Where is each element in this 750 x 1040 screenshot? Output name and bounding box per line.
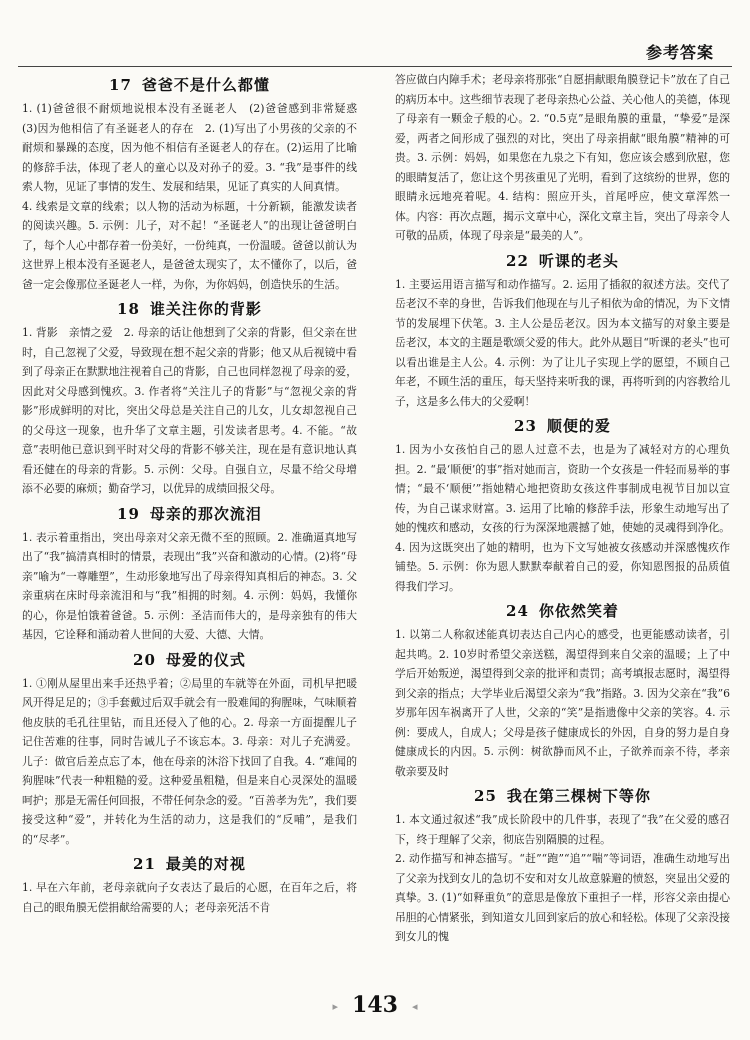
answer-paragraph: 1. 以第二人称叙述能真切表达自己内心的感受，也更能感动读者，引起共鸣。2. 10岁时希望父亲送糕，渴望得到来自父亲的温暖；上了中学后开始叛逆，渴望得到父亲的批评和责罚；高考填报志愿时，渴望得到父亲的指点；大学毕业后渴望父亲为“我”指路。3. 因为父亲在“我”6岁那年因车祸离开了人世，父亲的“笑”是指遗像中父亲的笑容。4. 示例：要成人，自成人；父母是孩子健康成长的外因，自身的努力是自身健康成长的内因。5. 示例：树欲静而风不止，子欲养而亲不待，孝亲敬亲要及时	[395, 628, 730, 778]
section-body	[22, 674, 357, 850]
section-title	[395, 250, 730, 271]
decorative-dot-icon: ▸	[332, 999, 339, 1013]
section-title	[22, 853, 357, 874]
left-column	[22, 70, 368, 919]
answer-paragraph: 1. 因为小女孩怕自己的恩人过意不去，也是为了减轻对方的心理负担。2. “最‘顺便’的事”指对她而言，资助一个女孩是一件轻而易举的事情；“最不‘顺便’”指她精心地把资助女孩这件事制成电视节目加以宣传，为自己谋求财富。3. 运用了比喻的修辞手法，形象生动地写出了她的愧疚和感动，女孩的行为深深地震撼了她，使她的灵魂得到净化。4. 因为这既突出了她的精明，也为下文写她被女孩感动并深感愧疚作铺垫。5. 示例：你为恩人默默奉献着自己的爱，你知恩图报的品质值得我们学习。	[395, 443, 730, 593]
answer-paragraph: 1. 早在六年前，老母亲就向子女表达了最后的心愿，在百年之后，将自己的眼角膜无偿捐献给需要的人；老母亲死活不肯	[22, 881, 357, 914]
answer-paragraph: 1. 本文通过叙述“我”成长阶段中的几件事，表现了“我”在父爱的感召下，终于理解了父亲，彻底告别隔膜的过程。	[395, 813, 730, 846]
right-column	[395, 70, 730, 949]
section-number: 25	[474, 787, 497, 805]
section-title	[22, 503, 357, 524]
answer-paragraph: 1. 主要运用语言描写和动作描写。2. 运用了插叙的叙述方法。交代了岳老汉不幸的身世，告诉我们他现在与儿子相依为命的情况，为下文情节的发展埋下伏笔。3. 主人公是岳老汉。因为本文描写的对象主要是岳老汉，本文的主题是歌颂父爱的伟大。此外从题目“听课的老头”也可以看出谁是主人公。4. 示例：为了让儿子实现上学的愿望，不顾自己年老，不顾生活的重压，每天坚持来听我的课，再将听到的内容教给儿子，这是多么伟大的父爱啊！	[395, 277, 730, 408]
section-number: 21	[133, 855, 156, 873]
section-heading: 爸爸不是什么都懂	[141, 76, 270, 94]
section-body	[395, 440, 730, 596]
section-number: 20	[133, 650, 156, 669]
section-heading: 最美的对视	[165, 855, 246, 873]
section-heading: 母亲的那次流泪	[149, 504, 262, 523]
answer-paragraph: 1. (1)爸爸很不耐烦地说根本没有圣诞老人 (2)爸爸感到非常疑惑 (3)因为他相信了有圣诞老人的存在 2. (1)写出了小男孩的父亲的不耐烦和暴躁的态度，因为他不相信有圣诞老人的存在。(2)运用了比喻的修辞手法，体现了老人的童心以及对孙子的爱。3. “我”是事件的线索人物，见证了事情的发生、发展和结果，见证了真实的人间真情。	[22, 102, 368, 193]
section-title	[22, 74, 357, 95]
section-heading: 我在第三棵树下等你	[506, 787, 651, 805]
decorative-dot-icon: ◂	[411, 999, 418, 1013]
answer-paragraph: 2. 动作描写和神态描写。“赶”“跑”“追”“喘”等词语，准确生动地写出了父亲为找到女儿的急切不安和对女儿故意躲避的愤怒，突显出父爱的真挚。3. (1)“如释重负”的意思是像放下重担子一样，形容父亲由提心吊胆的心情紧张，到知道女儿回到家后的放心和轻松。体现了父亲没接到女儿的愧	[395, 852, 730, 943]
section-number: 23	[514, 417, 537, 435]
section-body	[22, 323, 357, 499]
page-number	[0, 992, 750, 1018]
page-number-value: 143	[352, 992, 398, 1018]
section-body	[395, 810, 730, 947]
section-number: 22	[506, 251, 529, 270]
section-body	[395, 275, 730, 412]
header-rule	[18, 66, 732, 67]
section-body	[22, 878, 357, 917]
section-title	[22, 649, 357, 670]
section-title	[22, 298, 357, 319]
answer-paragraph: 4. 线索是文章的线索；以人物的活动为标题，十分新颖，能激发读者的阅读兴趣。5. 示例：儿子，对不起！“圣诞老人”的出现让爸爸明白了，每个人心中都存着一份美好，一份纯真，一份温暖。爸爸以前认为这世界上根本没有圣诞老人，是爸爸太现实了，太不懂你了，以后，爸爸一定会像那位圣诞老人一样，为你，为你妈妈，创造快乐的生活。	[22, 199, 357, 291]
answer-paragraph: 1. 表示着重指出，突出母亲对父亲无微不至的照顾。2. 准确逼真地写出了“我”搞清真相时的情景，表现出“我”兴奋和激动的心情。(2)将“母亲”喻为“一尊雕塑”，生动形象地写出了母亲得知真相后的神态。3. 父亲重病在床时母亲流泪和与“我”相拥的时刻。4. 示例：妈妈，我懂你的心，你是怕饿着爸爸。5. 示例：圣洁而伟大的，是母亲独有的伟大基因，它诠释和涌动着人世间的大爱、大德、大情。	[22, 530, 357, 641]
section-number: 18	[117, 300, 140, 318]
section-heading: 谁关注你的背影	[149, 300, 262, 318]
answer-paragraph: 1. 背影 亲情之爱 2. 母亲的话让他想到了父亲的背影，但父亲在世时，自己忽视了父爱，导致现在想不起父亲的背影；他又从后视镜中看到了母亲正在默默地注视着自己的背影，自己也同样忽视了母亲的爱，因此对父母感到愧疚。3. 作者将“关注儿子的背影”与“忽视父亲的背影”形成鲜明的对比，突出父母总是关注自己的儿女，儿女却忽视自己的父母这一现象，也升华了文章主题，引发读者思考。4. 不能。“故意”表明他已意识到平时对父母的背影不够关注，现在是有意识地认真看还健在的母亲的背影。5. 示例：父母。自强自立，尽量不给父母增添不必要的麻烦；勤奋学习，以优异的成绩回报父母。	[22, 326, 357, 495]
section-title	[395, 785, 730, 806]
header-tag: 参考答案	[645, 43, 714, 62]
section-title	[395, 415, 730, 436]
section-body	[395, 70, 730, 246]
answer-paragraph: 1. ①刚从屋里出来手还热乎着；②局里的车就等在外面，司机早把暖风开得足足的；③手套戴过后双手就会有一股难闻的狗腥味，气味顺着他皮肤的毛孔往里钻，而且还侵入了他的心。2. 母亲一方面提醒儿子记住苦难的往事，同时告诫儿子不该忘本。3. 母亲：对儿子充满爱。儿子：做官后差点忘了本，他在母亲的沐浴下找回了自我。4. “难闻的狗腥味”代表一种粗糙的爱。这种爱虽粗糙，但是来自心灵深处的温暖呵护；那是无需任何回报，不带任何杂念的爱。“百善孝为先”，我们要接受这种“爱”，并转化为生活的动力，这是我们的“反哺”，是我们的“尽孝”。	[22, 676, 357, 846]
section-number: 19	[117, 504, 140, 523]
section-heading: 母爱的仪式	[165, 650, 246, 669]
answer-paragraph: 答应做白内障手术；老母亲将那张“自愿捐献眼角膜登记卡”放在了自己的病历本中。这些细节表现了老母亲热心公益、关心他人的美德，体现了母亲有一颗金子般的心。2. “0.5克”是眼角膜的重量，“挚爱”是深爱，两者之间形成了强烈的对比，突出了母亲捐献“眼角膜”精神的可贵。3. 示例：妈妈，如果您在九泉之下有知，您应该会感到欣慰，您的眼睛复活了，您让这个男孩重见了光明，看到了这缤纷的世界，您的眼睛永远地亮着呢。4. 结构：照应开头，首尾呼应，使文章浑然一体。内容：再次点题，揭示文章中心，深化文章主旨，突出了母亲令人可敬的品质，体现了母亲是“最美的人”。	[395, 73, 730, 242]
section-title	[395, 600, 730, 621]
section-body	[395, 625, 730, 781]
section-number: 24	[506, 602, 529, 620]
section-heading: 听课的老头	[538, 251, 619, 270]
section-number: 17	[109, 76, 132, 94]
section-heading: 你依然笑着	[538, 602, 619, 620]
section-body	[22, 528, 357, 645]
section-heading: 顺便的爱	[546, 417, 611, 435]
section-body	[22, 99, 368, 294]
